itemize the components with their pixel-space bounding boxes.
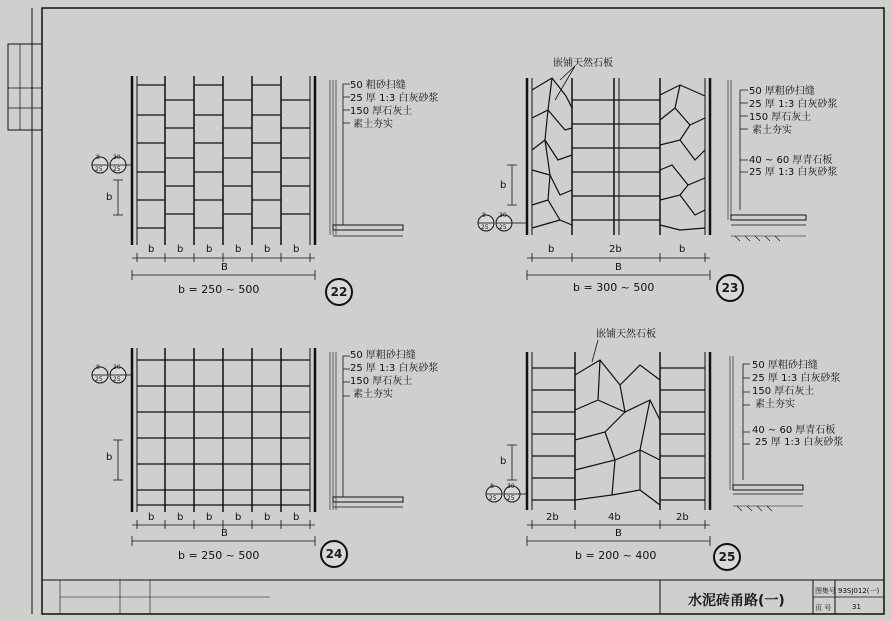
detail-22-layer-4: 素土夯实 (353, 119, 393, 130)
detail-23-number: 23 (716, 274, 744, 302)
detail-25-extra-layer-1: 40 ~ 60 厚青石板 (752, 425, 836, 436)
detail-23-dim-B: B (615, 262, 622, 273)
detail-24-mark-ref: 30 (113, 364, 121, 371)
detail-22-mark-ref: 30 (113, 154, 121, 161)
detail-22-layer-1: 50 粗砂扫缝 (350, 80, 406, 91)
detail-24-layer-4: 素土夯实 (353, 389, 393, 400)
detail-23-layer-2: 25 厚 1:3 白灰砂浆 (749, 99, 838, 110)
detail-22-number: 22 (325, 278, 353, 306)
detail-24-layer-2: 25 厚 1:3 白灰砂浆 (350, 363, 439, 374)
detail-23-formula: b = 300 ~ 500 (573, 281, 655, 294)
detail-22-dim-b3: b (206, 244, 213, 255)
detail-22-dim-b4: b (235, 244, 242, 255)
detail-23-layer-4: 素土夯实 (752, 125, 792, 136)
detail-22-dim-b1: b (148, 244, 155, 255)
detail-22-dim-b5: b (264, 244, 271, 255)
detail-25-mark-top: 8 (490, 483, 494, 490)
detail-23-layer-3: 150 厚石灰土 (749, 112, 812, 123)
detail-25-mark-ref: 30 (507, 483, 515, 490)
detail-25-dim-B: B (615, 528, 622, 539)
detail-25-side-b: b (500, 456, 507, 467)
detail-23-mark-top: 8 (482, 212, 486, 219)
detail-22-side-b: b (106, 192, 113, 203)
atlas-number: 93SJ012(一) (838, 587, 880, 595)
detail-22-mark-top: 8 (96, 154, 100, 161)
detail-24-dim-b3: b (206, 512, 213, 523)
detail-23-mark-ref: 30 (499, 212, 507, 219)
detail-24-mark-ref-bottom: 25 (113, 376, 121, 383)
detail-25-layer-1: 50 厚粗砂扫缝 (752, 360, 818, 371)
detail-25-extra-layer-2: 25 厚 1:3 白灰砂浆 (755, 437, 844, 448)
detail-24-mark-bottom: 25 (95, 376, 103, 383)
detail-23-extra-layer-1: 40 ~ 60 厚青石板 (749, 155, 833, 166)
detail-22-dim-B: B (221, 262, 228, 273)
detail-24-dim-b6: b (293, 512, 300, 523)
detail-24-dim-b1: b (148, 512, 155, 523)
detail-23-dim-3: b (679, 244, 686, 255)
detail-24-number: 24 (320, 540, 348, 568)
detail-25-formula: b = 200 ~ 400 (575, 549, 657, 562)
detail-25-number: 25 (713, 543, 741, 571)
detail-23-dim-2: 2b (609, 244, 622, 255)
detail-25-mark-ref-bottom: 25 (507, 495, 515, 502)
detail-23-extra-layer-2: 25 厚 1:3 白灰砂浆 (749, 167, 838, 178)
detail-25-dim-1: 2b (546, 512, 559, 523)
detail-25-layer-2: 25 厚 1:3 白灰砂浆 (752, 373, 841, 384)
detail-22-formula: b = 250 ~ 500 (178, 283, 260, 296)
detail-22-mark-ref-bottom: 25 (113, 166, 121, 173)
detail-25-stone-label: 嵌铺天然石板 (596, 329, 656, 340)
detail-25-dim-2: 4b (608, 512, 621, 523)
detail-24-dim-b4: b (235, 512, 242, 523)
detail-24-dim-B: B (221, 528, 228, 539)
detail-23-side-b: b (500, 180, 507, 191)
detail-24-side-b: b (106, 452, 113, 463)
detail-23-dim-1: b (548, 244, 555, 255)
detail-24-mark-top: 8 (96, 364, 100, 371)
detail-24-layer-1: 50 厚粗砂扫缝 (350, 350, 416, 361)
detail-25-layer-4: 素土夯实 (755, 399, 795, 410)
detail-25-dim-3: 2b (676, 512, 689, 523)
detail-22-layer-2: 25 厚 1:3 白灰砂浆 (350, 93, 439, 104)
detail-24-dim-b5: b (264, 512, 271, 523)
signature-box (8, 44, 42, 130)
detail-24-formula: b = 250 ~ 500 (178, 549, 260, 562)
detail-22-layer-3: 150 厚石灰土 (350, 106, 413, 117)
drawing-title: 水泥砖甬路(一) (688, 593, 785, 609)
detail-23-mark-ref-bottom: 25 (499, 224, 507, 231)
detail-23-stone-label: 嵌铺天然石板 (553, 58, 613, 69)
detail-22-mark-bottom: 25 (95, 166, 103, 173)
detail-22-dim-b6: b (293, 244, 300, 255)
detail-25-mark-bottom: 25 (489, 495, 497, 502)
page-number: 31 (852, 603, 861, 611)
detail-24-layer-3: 150 厚石灰土 (350, 376, 413, 387)
detail-23-mark-bottom: 25 (481, 224, 489, 231)
detail-24-dim-b2: b (177, 512, 184, 523)
detail-23-layer-1: 50 厚粗砂扫缝 (749, 86, 815, 97)
page-label: 页 号 (815, 604, 832, 612)
detail-25-layer-3: 150 厚石灰土 (752, 386, 815, 397)
atlas-label: 图集号 (815, 587, 836, 595)
detail-22-dim-b2: b (177, 244, 184, 255)
